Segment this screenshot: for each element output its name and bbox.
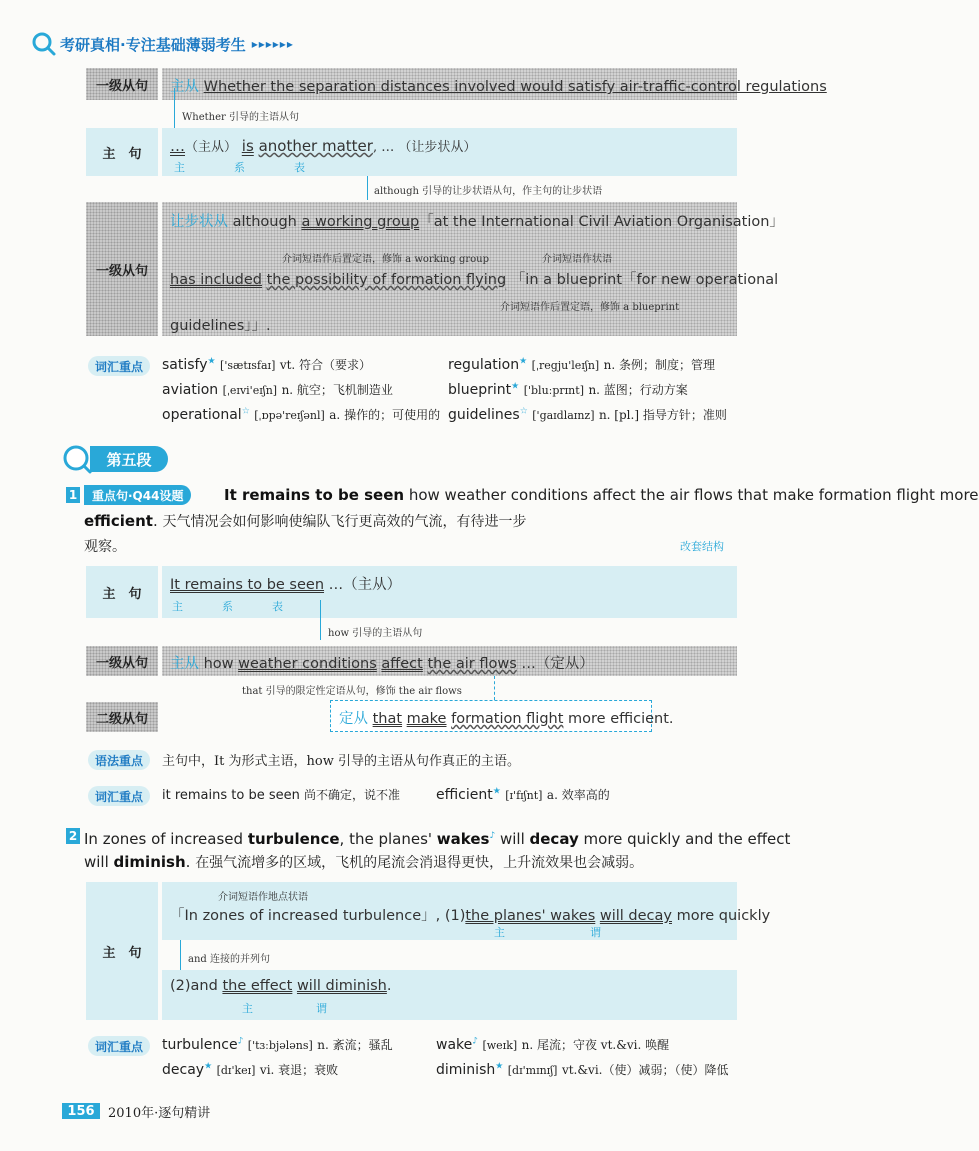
vocab-word: blueprint (448, 382, 512, 398)
sentence-text: how weather conditions affect the air flows that make formation flight more (404, 486, 979, 504)
block2-row3 (330, 700, 674, 732)
vocab-item: decay★ [dɪ'keɪ] vi. 衰退；衰败 (162, 1061, 339, 1078)
phonetic: ['tɜːbjələns] (247, 1039, 313, 1052)
adverbial: 「In zones of increased turbulence」, (1) (170, 908, 466, 924)
header-title: 考研真相·专注基础薄弱考生 (60, 35, 246, 54)
definition: a. 操作的；可使用的 (329, 408, 441, 422)
vocab-word: wake (436, 1037, 473, 1053)
punct: . (386, 978, 392, 994)
vocab-word: regulation (448, 357, 520, 373)
complement: more efficient. (568, 711, 674, 727)
sub-label-predicate: 谓 (590, 926, 601, 939)
subject: the planes' wakes (465, 908, 596, 924)
vocab-word: it remains to be seen (162, 788, 300, 803)
object: the air flows (427, 656, 517, 672)
phonetic: [ɪ'fɪʃnt] (505, 789, 543, 802)
row2-sentence (170, 136, 476, 155)
item1-line2 (84, 508, 527, 535)
prep-phrase: 「at the International Civil Aviation Organisation」 (419, 214, 784, 230)
phonetic: [ˌregju'leɪʃn] (531, 359, 600, 372)
vocab-word: decay (162, 1062, 205, 1078)
definition: vt.&vi.（使）减弱；（使）降低 (561, 1063, 729, 1077)
definition: vi. 衰退；衰败 (259, 1063, 339, 1077)
search-logo-icon (62, 444, 92, 474)
conjunction: although (232, 214, 297, 230)
label-main-clause: 主 句 (86, 128, 158, 176)
row3-content (162, 202, 784, 336)
conjunction: how (203, 656, 234, 672)
vocab-word: diminish (436, 1062, 496, 1078)
prep-phrase: 「in a blueprint「for new operational (510, 272, 779, 288)
vocab-word: satisfy (162, 357, 208, 373)
definition: vt. 符合（要求） (279, 358, 372, 372)
item-number: 2 (66, 828, 80, 844)
sub-label-predicate: 谓 (316, 1002, 327, 1015)
predicate: has included (170, 272, 262, 288)
definition: 尚不确定，说不准 (304, 788, 401, 802)
key-word: diminish (113, 853, 186, 871)
vocab-item: satisfy★ ['sætɪsfaɪ] vt. 符合（要求） (162, 356, 372, 373)
sub-label-subject: 主 (172, 600, 183, 613)
clause-tag: 主从 (170, 79, 199, 95)
verb-part: is (241, 137, 254, 155)
row-sentence (339, 707, 674, 728)
sub-label-linking: 系 (234, 161, 245, 174)
connector-line (494, 676, 495, 700)
row2-content (162, 128, 737, 176)
row3-line2 (170, 268, 778, 289)
vocab-label: 词汇重点 (88, 1036, 150, 1056)
sub-label-subject: 主 (242, 1002, 253, 1015)
relative-pronoun: that (372, 711, 403, 727)
note-attributive-2: 介词短语作后置定语，修饰 a blueprint (500, 302, 680, 313)
translation: 天气情况会如何影响使编队飞行更高效的气流，有待进一步 (162, 514, 527, 530)
sub-label-predicative: 表 (294, 161, 305, 174)
subject: a working group (301, 214, 420, 230)
item1-line1 (224, 482, 979, 508)
vocab-word: operational (162, 407, 242, 423)
predicate: will decay (599, 908, 672, 924)
text: will (84, 853, 114, 871)
vocab-item: blueprint★ ['bluːprɪnt] n. 蓝图；行动方案 (448, 381, 688, 398)
phonetic: ['sætɪsfaɪ] (220, 359, 276, 372)
sub-label-subject: 主 (494, 926, 505, 939)
block2-row2 (162, 646, 737, 676)
clause-tag: 主从 (170, 656, 199, 672)
key-word: wakes (436, 830, 490, 848)
vocab-item: turbulence♪ ['tɜːbjələns] n. 紊流；骚乱 (162, 1036, 393, 1053)
block3-part2 (162, 970, 737, 1020)
rest: more quickly (672, 908, 771, 924)
subject-part: … (170, 137, 185, 155)
grammar-label: 语法重点 (88, 750, 150, 770)
sub-label-predicative: 表 (272, 600, 283, 613)
label-level1-clause-2: 一级从句 (86, 202, 158, 336)
note-and: and 连接的并列句 (188, 954, 270, 965)
phonetic: ['gaɪdlaɪnz] (532, 409, 595, 422)
phonetic: ['bluːprɪnt] (523, 384, 584, 397)
clause-note: …（定从） (521, 656, 594, 672)
page-number: 156 (62, 1103, 100, 1119)
vocab-label: 词汇重点 (88, 786, 150, 806)
note-that: that 引导的限定性定语从句，修饰 the air flows (242, 686, 462, 697)
block3-part1 (162, 882, 771, 940)
conjunction: (2)and (170, 978, 223, 994)
item2-line1: In zones of increased turbulence, the planes' wakes♪ will decay more quickly and the effect (84, 830, 791, 848)
vocab-item (162, 786, 400, 803)
definition: n. 蓝图；行动方案 (588, 383, 688, 397)
predicate: make (406, 711, 447, 727)
phonetic: [ˌɒpə'reɪʃənl] (254, 409, 325, 422)
vocab-word: guidelines (448, 407, 520, 423)
key-phrase: It remains to be seen (224, 486, 405, 504)
definition: a. 效率高的 (546, 788, 610, 802)
key-sentence-badge: 重点句·Q44设题 (84, 485, 191, 505)
translation: 在强气流增多的区域，飞机的尾流会消退得更快，上升流效果也会减弱。 (195, 855, 644, 871)
item2-line2 (84, 849, 643, 876)
label-level1-clause: 一级从句 (86, 68, 158, 100)
text: will (495, 830, 530, 848)
label-level2-clause: 二级从句 (86, 702, 158, 732)
connector-line (367, 176, 368, 200)
object: the possibility of formation flying (266, 272, 507, 288)
connector-line (180, 940, 181, 970)
row-sentence (170, 652, 594, 673)
row3-line1 (170, 210, 784, 231)
vocab-item: efficient★ [ɪ'fɪʃnt] a. 效率高的 (436, 786, 610, 803)
vocab-word: efficient (436, 787, 493, 803)
key-word: turbulence (247, 830, 340, 848)
vocab-word: turbulence (162, 1037, 238, 1053)
phonetic: [dɪ'keɪ] (216, 1064, 256, 1077)
concession-note: , … （让步状从） (372, 140, 477, 155)
sub-label-subject: 主 (174, 161, 185, 174)
clause-note: …（主从） (328, 577, 402, 593)
search-logo-icon (32, 32, 56, 56)
label-main-clause: 主 句 (86, 566, 158, 618)
subject: the effect (222, 978, 293, 994)
row-sentence (170, 573, 401, 594)
definition: n. 紊流；骚乱 (317, 1038, 393, 1052)
row3-line3: guidelines」」. (170, 318, 271, 334)
note-how: how 引导的主语从句 (328, 628, 423, 639)
predicate: affect (381, 656, 423, 672)
vocab-label: 词汇重点 (88, 356, 150, 376)
footer-text: 2010年·逐句精讲 (108, 1106, 211, 1121)
part1-sentence (170, 904, 770, 925)
text: , the planes' (339, 830, 437, 848)
subject-note: （主从） (185, 140, 238, 155)
vocab-item: operational☆ [ˌɒpə'reɪʃənl] a. 操作的；可使用的 (162, 406, 441, 423)
grammar-text: 主句中，It 为形式主语，how 引导的主语从句作真正的主语。 (162, 754, 520, 769)
vocab-item: diminish★ [dɪ'mɪnɪʃ] vt.&vi.（使）减弱；（使）降低 (436, 1061, 729, 1078)
predicate: will diminish (296, 978, 387, 994)
vocab-item (162, 381, 393, 398)
structure-link[interactable]: 改套结构 (680, 540, 724, 553)
section-title: 第五段 (90, 446, 168, 472)
phonetic: [weɪk] (482, 1039, 518, 1052)
note-although: although 引导的让步状语从句，作主句的让步状语 (374, 186, 603, 197)
note-adverbial: 介词短语作状语 (542, 254, 612, 265)
row1-content (162, 68, 827, 100)
punct: . (152, 512, 158, 530)
sub-label-linking: 系 (222, 600, 233, 613)
translation-cont: 观察。 (84, 539, 126, 555)
clause-tag: 定从 (339, 711, 368, 727)
page-header (32, 30, 294, 58)
note-place-adverbial: 介词短语作地点状语 (218, 892, 308, 903)
label-main-clause: 主 句 (86, 882, 158, 1020)
vocab-item: regulation★ [ˌregju'leɪʃn] n. 条例；制度；管理 (448, 356, 716, 373)
predicative-part: another matter (258, 137, 373, 155)
definition: n. 航空；飞机制造业 (281, 383, 393, 397)
sentence-text: Whether the separation distances involved would satisfy air-traffic-control regulations (203, 79, 827, 95)
key-word: efficient (84, 512, 153, 530)
object: formation flight (451, 711, 564, 727)
note-attributive-1: 介词短语作后置定语，修饰 a working group (282, 254, 490, 265)
text: In zones of increased (84, 830, 248, 848)
phonetic: [dɪ'mɪnɪʃ] (507, 1064, 558, 1077)
note-whether: Whether 引导的主语从句 (182, 112, 299, 123)
text: more quickly and the effect (578, 830, 791, 848)
header-arrows: ▸▸▸▸▸▸ (251, 37, 294, 51)
block2-row1 (162, 566, 737, 618)
key-word: decay (529, 830, 579, 848)
text: . (185, 853, 191, 871)
definition: n. 尾流；守夜 vt.&vi. 唤醒 (521, 1038, 670, 1052)
definition: n. [pl.] 指导方针；准则 (598, 408, 727, 422)
row1-sentence (170, 75, 827, 96)
subject: weather conditions (238, 656, 377, 672)
item-number: 1 (66, 487, 80, 503)
definition: n. 条例；制度；管理 (603, 358, 716, 372)
part2-sentence (170, 978, 391, 994)
connector-line (320, 600, 321, 640)
label-level1-clause: 一级从句 (86, 646, 158, 676)
vocab-item: guidelines☆ ['gaɪdlaɪnz] n. [pl.] 指导方针；准则 (448, 406, 727, 423)
vocab-item: wake♪ [weɪk] n. 尾流；守夜 vt.&vi. 唤醒 (436, 1036, 670, 1053)
vocab-word: aviation (162, 382, 219, 398)
phonetic: [ˌeɪvi'eɪʃn] (222, 384, 278, 397)
clause-tag: 让步状从 (170, 214, 228, 230)
main-clause-text: It remains to be seen (170, 577, 325, 593)
